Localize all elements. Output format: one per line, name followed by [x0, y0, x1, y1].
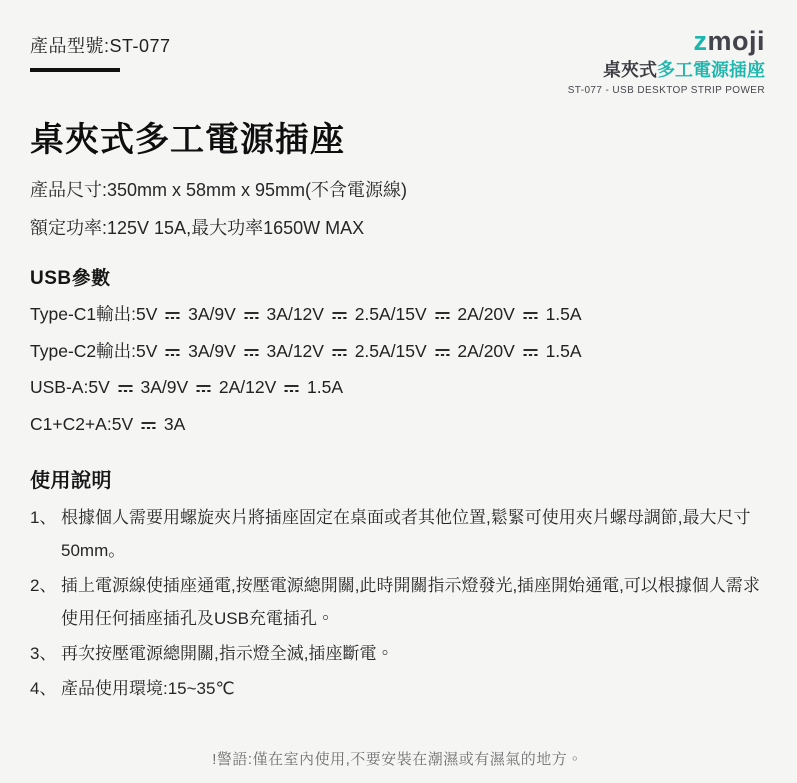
- spec-dimensions: 產品尺寸:350mm x 58mm x 95mm(不含電源線): [30, 180, 408, 201]
- dc-voltage-icon: [195, 382, 212, 394]
- usage-item-3: [30, 637, 765, 670]
- dc-voltage-icon: [434, 346, 451, 358]
- dc-voltage-icon: [117, 382, 134, 394]
- usage-item-4-text: 產品使用環境:15~35℃: [61, 679, 235, 699]
- usage-item-4-number: 4、: [30, 679, 57, 699]
- dc-voltage-icon: [331, 309, 348, 321]
- usb-section-heading: USB參數: [30, 268, 111, 290]
- usage-item-2-text: 插上電源線使插座通電,按壓電源總開關,此時開關指示燈發光,插座開始通電,可以根據個人需求使用任何插座插孔及USB充電插孔。: [61, 576, 760, 629]
- usage-item-2-number: 2、: [30, 576, 57, 596]
- usage-section-heading: 使用說明: [30, 470, 112, 493]
- usage-instruction-list: [30, 501, 765, 707]
- usage-item-3-number: 3、: [30, 644, 57, 664]
- usb-spec-usba: USB-A:5V 3A/9V 2A/12V 1.5A: [30, 377, 344, 398]
- usage-item-2: [30, 569, 765, 635]
- zmoji-logo: [693, 26, 765, 57]
- dc-voltage-icon: [140, 419, 157, 431]
- model-number-label: 產品型號:ST-077: [30, 36, 171, 56]
- dc-voltage-icon: [164, 309, 181, 321]
- dc-voltage-icon: [522, 309, 539, 321]
- logo-rest-letters: moji: [707, 26, 765, 56]
- usb-spec-combined: C1+C2+A:5V 3A: [30, 413, 186, 434]
- brand-subtitle-teal: 多工電源插座: [657, 60, 765, 81]
- logo-z-letter: z: [693, 26, 708, 56]
- dc-voltage-icon: [434, 309, 451, 321]
- model-underline-bar: [30, 68, 120, 72]
- brand-subtitle-dark: 桌夾式: [603, 60, 657, 81]
- brand-tagline: ST-077 - USB DESKTOP STRIP POWER: [567, 84, 765, 96]
- dc-voltage-icon: [283, 382, 300, 394]
- model-block: [30, 26, 171, 72]
- dc-voltage-icon: [243, 309, 260, 321]
- usage-item-4: [30, 672, 765, 705]
- usage-item-1-number: 1、: [30, 508, 57, 528]
- spec-rated-power: 額定功率:125V 15A,最大功率1650W MAX: [30, 218, 365, 239]
- dc-voltage-icon: [164, 346, 181, 358]
- flex-spacer: [30, 707, 765, 748]
- usage-item-1-text: 根據個人需要用螺旋夾片將插座固定在桌面或者其他位置,鬆緊可使用夾片螺母調節,最大尺寸50mm。: [61, 508, 751, 561]
- brand-subtitle: [603, 60, 765, 81]
- dc-voltage-icon: [243, 346, 260, 358]
- usb-spec-typec2: Type-C2輸出:5V 3A/9V 3A/12V 2.5A/15V 2A/20V 1.5A: [30, 340, 582, 361]
- warning-notice: !警語:僅在室內使用,不要安裝在潮濕或有濕氣的地方。: [212, 751, 583, 768]
- usage-item-3-text: 再次按壓電源總開關,指示燈全滅,插座斷電。: [61, 644, 394, 664]
- brand-block: [568, 26, 765, 96]
- dc-voltage-icon: [331, 346, 348, 358]
- dc-voltage-icon: [522, 346, 539, 358]
- usage-item-1: [30, 501, 765, 567]
- header-row: [30, 26, 765, 96]
- page-title: 桌夾式多工電源插座: [30, 121, 345, 160]
- usb-spec-typec1: Type-C1輸出:5V 3A/9V 3A/12V 2.5A/15V 2A/20V 1.5A: [30, 304, 582, 325]
